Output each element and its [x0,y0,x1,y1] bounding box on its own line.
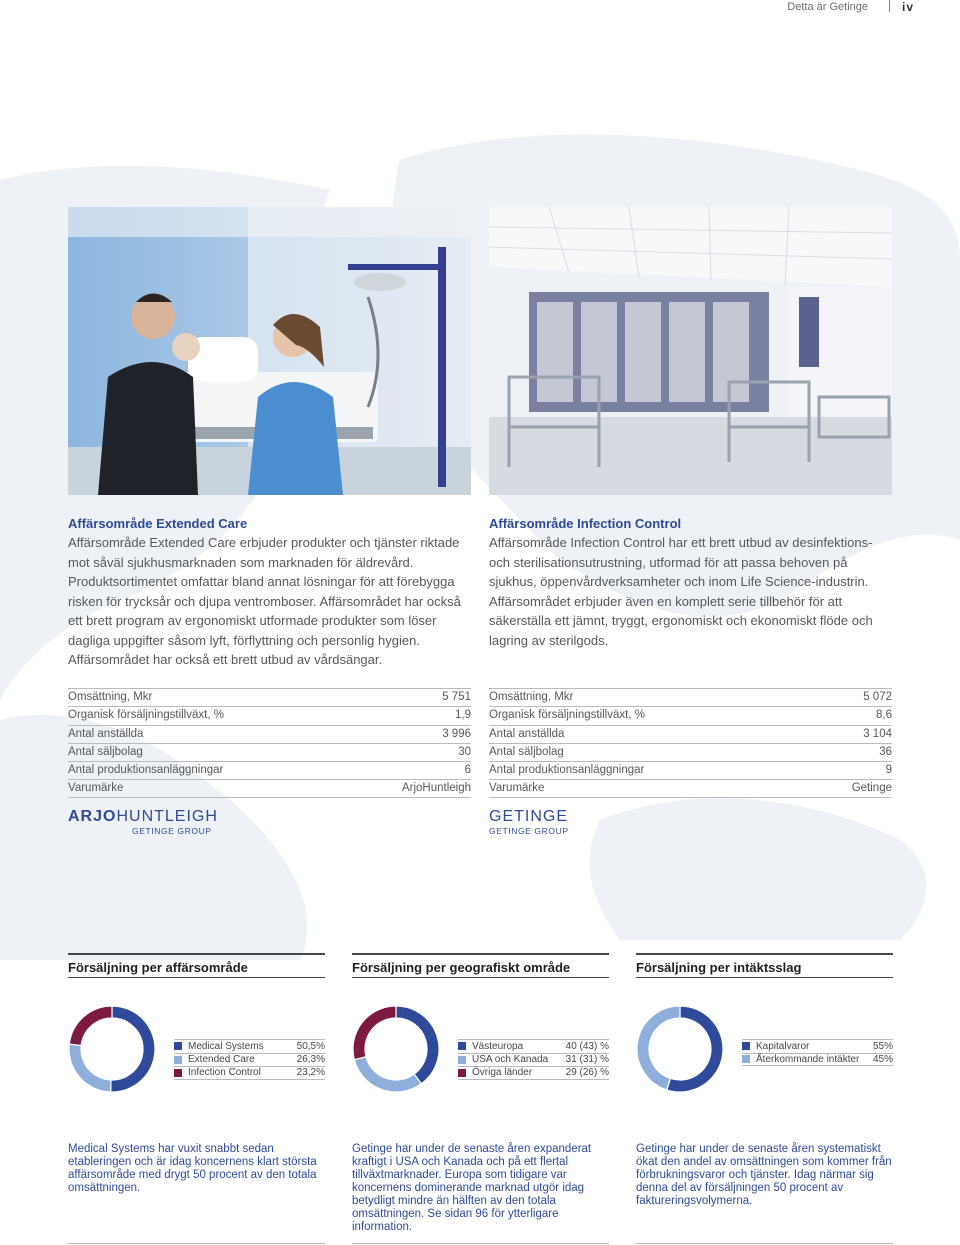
legend-swatch [458,1042,466,1050]
legend-label: Återkommande intäkter [756,1053,860,1065]
column-divider [68,1243,325,1244]
donut-chart [68,1005,156,1093]
chart-legend [174,1039,325,1080]
stat-value: 6 [464,764,471,777]
legend-item [742,1039,893,1053]
legend-swatch [742,1042,750,1050]
stat-label: Organisk försäljningstillväxt, % [489,709,645,722]
stat-label: Varumärke [68,782,124,795]
legend-label: Extended Care [188,1054,255,1066]
chart-description: Getinge har under de senaste åren systematiskt ökat den andel av omsättningen som kommer från förbrukningsvaror och tjänster. Idag närmar sig denna del av försäljningen 50 procent av faktureringsvolymerna. [636,1143,892,1207]
legend-item [458,1053,609,1067]
legend-item [458,1039,609,1053]
legend-swatch [174,1069,182,1077]
table-row [68,725,471,743]
legend-item [174,1066,325,1080]
section-title: Affärsområde Infection Control [489,516,682,531]
page-number: iv [901,0,914,14]
stat-label: Organisk försäljningstillväxt, % [68,709,224,722]
section-title: Affärsområde Extended Care [68,516,248,531]
legend-value: 50,5% [296,1040,325,1052]
table-row [489,743,892,761]
legend-item [742,1053,893,1067]
legend-value: 31 (31) % [565,1054,609,1066]
stat-label: Omsättning, Mkr [489,691,574,703]
legend-value: 26,3% [296,1054,325,1066]
table-row [489,725,892,743]
legend-swatch [174,1042,182,1050]
table-row [68,706,471,724]
legend-item [174,1053,325,1067]
stat-value: 30 [458,745,471,758]
stats-table-infection-control [489,688,892,798]
stat-label: Varumärke [489,782,545,795]
section-extended-care [68,514,472,670]
donut-slice-2 [69,1006,112,1046]
legend-value: 40 (43) % [565,1040,609,1052]
stat-value: 8,6 [876,709,892,722]
table-row [68,688,471,706]
stat-label: Omsättning, Mkr [68,691,153,703]
legend-item [174,1039,325,1053]
table-row [489,779,892,797]
donut-chart [352,1005,440,1093]
logo-bold: ARJO [68,808,117,825]
donut-slice-0 [396,1006,439,1084]
legend-label: Övriga länder [472,1067,533,1079]
stat-value: 9 [885,764,892,777]
table-row [489,706,892,724]
logo-sub: GETINGE GROUP [489,826,569,836]
chart-description: Getinge har under de senaste åren expanderat kraftigt i USA och Kanada och på ett flertal tillväxtmarknader. Europa som tidigare var koncernens dominerande marknad utgör idag betydligt mindre än hälften av den totala omsättningen. Se sidan 96 för ytterligare information. [352,1143,592,1233]
legend-swatch [174,1056,182,1064]
legend-value: 55% [872,1040,893,1052]
table-row [489,761,892,779]
table-row [68,779,471,797]
section-body: Affärsområde Extended Care erbjuder produkter och tjänster riktade mot såväl sjukhusmarknaden som marknaden för äldrevård. Produktsortimentet omfattar bland annat lösningar för att förebygga risken för trycksår och djupa ventromboser. Affärsområdet har också ett brett program av ergonomiskt utformade produkter som löser dagliga uppgifter såsom lyft, förflyttning och personlig hygien. Affärsområdet har också ett brett utbud av vårdsängar. [68,535,461,667]
getinge-logo [489,808,569,837]
column-divider [636,1243,893,1244]
legend-value: 29 (26) % [565,1067,609,1079]
legend-label: Infection Control [188,1067,261,1079]
legend-label: Medical Systems [188,1040,264,1052]
donut-chart [636,1005,724,1093]
legend-swatch [458,1069,466,1077]
section-infection-control [489,514,893,650]
arjohuntleigh-logo [68,808,218,837]
donut-slice-1 [69,1044,111,1092]
photo-icon [489,207,892,495]
logo-sub: GETINGE GROUP [132,826,212,836]
legend-value: 23,2% [296,1067,325,1079]
photo-icon [68,207,471,495]
table-row [68,743,471,761]
legend-label: Kapitalvaror [756,1040,810,1052]
donut-slice-1 [354,1057,421,1092]
photo-extended-care [68,207,471,495]
chart-legend [742,1039,893,1066]
stats-table-extended-care [68,688,471,798]
table-row [489,688,892,706]
stat-value: Getinge [851,782,892,795]
chart-description: Medical Systems har vuxit snabbt sedan etableringen och är idag koncernens klart största affärsområde med drygt 50 procent av den totala omsättningen. [68,1143,317,1194]
donut-slice-0 [111,1006,155,1092]
section-label: Detta är Getinge [787,1,868,13]
stat-value: 1,9 [455,709,471,722]
chart-title: Försäljning per affärsområde [68,953,325,978]
column-divider [352,1243,609,1244]
stat-label: Antal anställda [489,727,565,740]
section-body: Affärsområde Infection Control har ett brett utbud av desinfektions- och sterilisationsutrustning, utformad för att passa behoven på sjukhus, öppenvårdverksamheter och inom Life Science-industrin. Affärsområdet erbjuder även en komplett serie tillbehör för att säkerställa ett jämnt, tryggt, ergonomiskt och ekonomiskt flöde och lagring av sterilgods. [489,535,873,648]
stat-value: 36 [879,745,892,758]
legend-swatch [742,1055,750,1063]
chart-column-geografiskt [352,953,609,1233]
stat-value: 3 996 [442,727,471,740]
donut-slice-2 [353,1006,396,1060]
legend-label: USA och Kanada [472,1054,549,1066]
stat-value: 5 751 [442,691,471,703]
logo-rest: HUNTLEIGH [116,808,218,825]
stat-label: Antal produktionsanläggningar [68,764,224,777]
chart-column-affarsomrade [68,953,325,1194]
stat-label: Antal säljbolag [489,745,564,758]
chart-title: Försäljning per geografiskt område [352,953,609,978]
donut-slice-1 [637,1006,680,1090]
header-divider [889,0,890,12]
photo-infection-control [489,207,892,495]
logo-main: GETINGE [489,808,569,825]
chart-legend [458,1039,609,1080]
stat-label: Antal produktionsanläggningar [489,764,645,777]
chart-title: Försäljning per intäktsslag [636,953,893,978]
stat-value: 5 072 [863,691,892,703]
chart-column-intaktsslag [636,953,893,1207]
legend-label: Västeuropa [472,1040,524,1052]
stat-label: Antal säljbolag [68,745,143,758]
stat-value: 3 104 [863,727,892,740]
table-row [68,761,471,779]
legend-swatch [458,1056,466,1064]
legend-value: 45% [872,1053,893,1065]
legend-item [458,1066,609,1080]
page-header [660,0,960,20]
stat-value: ArjoHuntleigh [401,782,471,795]
stat-label: Antal anställda [68,727,144,740]
